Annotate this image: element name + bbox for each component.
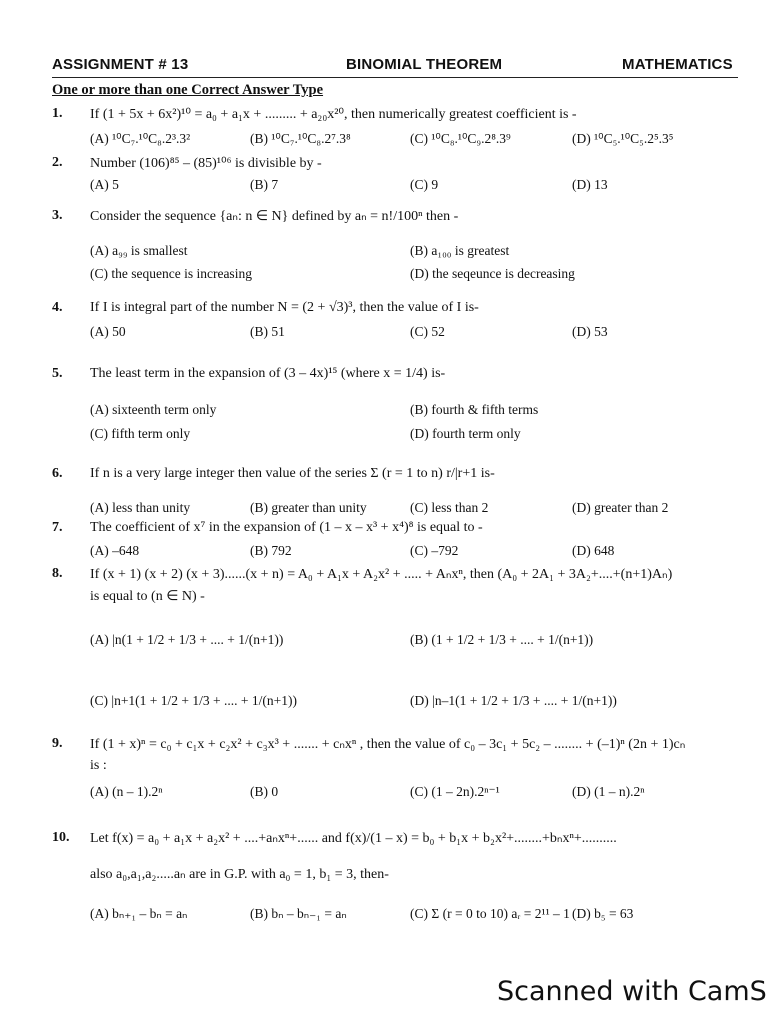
question-number: 8. [52,566,63,581]
answer-option: (A) |n(1 + 1/2 + 1/3 + .... + 1/(n+1)) [90,632,284,647]
question-text: If n is a very large integer then value of the series Σ (r = 1 to n) r/|r+1 is- [90,466,495,481]
answer-option: (D) fourth term only [410,426,521,441]
answer-option: (D) 13 [572,177,608,192]
answer-option: (A) (n – 1).2ⁿ [90,784,163,799]
answer-option: (C) 52 [410,324,445,339]
question-number: 2. [52,155,63,170]
answer-option: (B) 792 [250,543,292,558]
scanner-watermark: Scanned with CamS [497,976,767,1007]
answer-option: (D) |n–1(1 + 1/2 + 1/3 + .... + 1/(n+1)) [410,693,617,708]
answer-option: (C) the sequence is increasing [90,266,252,281]
answer-option: (D) b₅ = 63 [572,906,634,921]
question-text: If (1 + 5x + 6x²)¹⁰ = a₀ + a₁x + ......... + a₂₀x²⁰, then numerically greatest coefficient is - [90,107,577,122]
answer-option: (B) fourth & fifth terms [410,402,539,417]
answer-option: (B) 51 [250,324,285,339]
section-title: One or more than one Correct Answer Type [52,82,324,98]
question-text: is equal to (n ∈ N) - [90,589,205,604]
answer-option: (D) 53 [572,324,608,339]
question-number: 4. [52,300,63,315]
header-center: BINOMIAL THEOREM [346,56,503,73]
answer-option: (D) the seqeunce is decreasing [410,266,575,281]
answer-option: (C) |n+1(1 + 1/2 + 1/3 + .... + 1/(n+1)) [90,693,297,708]
answer-option: (C) Σ (r = 0 to 10) aᵣ = 2¹¹ – 1 [410,906,570,921]
question-text: is : [90,758,107,773]
answer-option: (B) a₁₀₀ is greatest [410,243,510,258]
answer-option: (A) 5 [90,177,119,192]
header-right: MATHEMATICS [622,56,733,73]
answer-option: (D) 648 [572,543,615,558]
question-number: 1. [52,106,63,121]
answer-option: (A) 50 [90,324,126,339]
answer-option: (A) –648 [90,543,140,558]
question-text: If I is integral part of the number N = (2 + √3)³, then the value of I is- [90,300,479,315]
question-text: The least term in the expansion of (3 – 4x)¹⁵ (where x = 1/4) is- [90,366,446,381]
question-number: 10. [52,830,70,845]
header-rule [52,77,738,78]
question-text: Consider the sequence {aₙ: n ∈ N} defined by aₙ = n!/100ⁿ then - [90,209,459,224]
answer-option: (C) fifth term only [90,426,191,441]
answer-option: (C) less than 2 [410,500,489,515]
answer-option: (B) ¹⁰C₇.¹⁰C₈.2⁷.3⁸ [250,131,351,146]
question-text: also a₀,a₁,a₂.....aₙ are in G.P. with a₀ = 1, b₁ = 3, then- [90,867,389,882]
answer-option: (B) 0 [250,784,279,799]
answer-option: (B) 7 [250,177,279,192]
answer-option: (B) (1 + 1/2 + 1/3 + .... + 1/(n+1)) [410,632,594,647]
header-left: ASSIGNMENT # 13 [52,56,189,73]
question-number: 7. [52,520,63,535]
answer-option: (A) ¹⁰C₇.¹⁰C₈.2³.3² [90,131,191,146]
question-text: If (1 + x)ⁿ = c₀ + c₁x + c₂x² + c₃x³ + ....... + cₙxⁿ , then the value of c₀ – 3c₁ + 5c₂ – ........ + (–1)ⁿ (2n + 1)cₙ [90,737,686,752]
question-text: The coefficient of x⁷ in the expansion of (1 – x – x³ + x⁴)⁸ is equal to - [90,520,483,535]
answer-option: (D) ¹⁰C₅.¹⁰C₅.2⁵.3⁵ [572,131,674,146]
answer-option: (C) (1 – 2n).2ⁿ⁻¹ [410,784,500,799]
answer-option: (A) sixteenth term only [90,402,217,417]
question-text: If (x + 1) (x + 2) (x + 3)......(x + n) = A₀ + A₁x + A₂x² + ..... + Aₙxⁿ, then (A₀ + 2A₁ + 3A₂+....+(n+1)Aₙ) [90,567,673,582]
answer-option: (C) 9 [410,177,439,192]
answer-option: (C) ¹⁰C₈.¹⁰C₉.2⁸.3⁹ [410,131,511,146]
question-number: 9. [52,736,63,751]
answer-option: (A) bₙ₊₁ – bₙ = aₙ [90,906,188,921]
question-number: 6. [52,466,63,481]
question-number: 5. [52,366,63,381]
question-text: Let f(x) = a₀ + a₁x + a₂x² + ....+aₙxⁿ+...... and f(x)/(1 – x) = b₀ + b₁x + b₂x²+........+bₙxⁿ+.......... [90,831,617,846]
answer-option: (D) (1 – n).2ⁿ [572,784,645,799]
answer-option: (D) greater than 2 [572,500,669,515]
answer-option: (A) less than unity [90,500,191,515]
answer-option: (B) greater than unity [250,500,367,515]
answer-option: (B) bₙ – bₙ₋₁ = aₙ [250,906,347,921]
answer-option: (C) –792 [410,543,459,558]
question-number: 3. [52,208,63,223]
question-text: Number (106)⁸⁵ – (85)¹⁰⁶ is divisible by - [90,156,322,171]
answer-option: (A) a₉₉ is smallest [90,243,188,258]
